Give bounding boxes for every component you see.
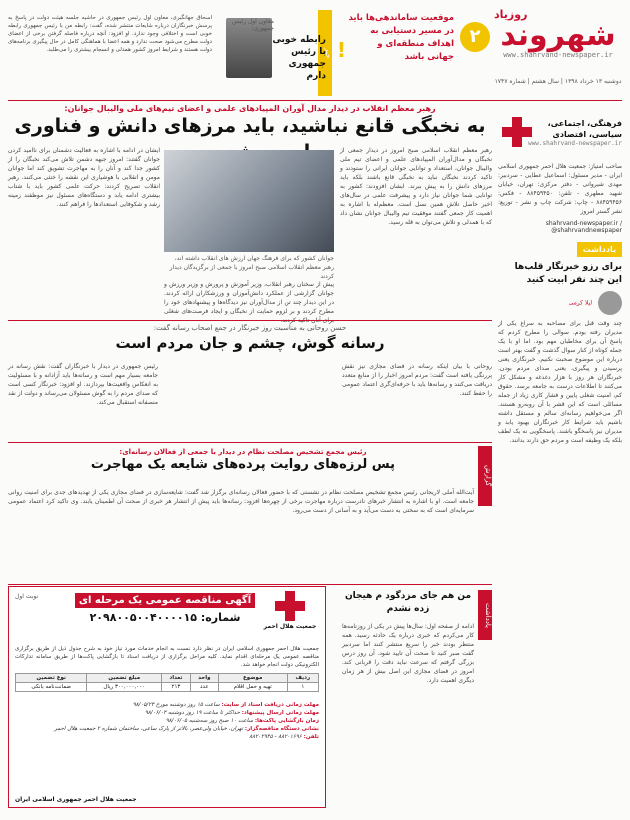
ad-item-value: تهران، خیابان ولی‌عصر، بالاتر از پارک ساعی، ساختمان شماره ۲ جمعیت هلال احمر (54, 726, 244, 732)
ad-th: نوع تضمین (16, 674, 87, 683)
ad-item-value: حداکثر تا ساعت ۱۹ روز دوشنبه ۹۸/۰۶/۰۴ (144, 710, 240, 716)
header-teaser[interactable]: موقعیت ساماندهی‌ها باید در مسیر دستیابی به اهداف منطقه‌ای و جهانی باشد (348, 13, 454, 62)
rumor-kicker: رئیس مجمع تشخیص مصلحت نظام در دیدار با جمعی از فعالان رسانه‌ای: (119, 448, 367, 456)
list-item (15, 733, 319, 741)
lead-photo-caption: جوانان کشور که برای فرهنگ جهان ارزش های انقلاب داشته اند، رهبر معظم انقلاب اسلامی صبح امروز با جمعی از برگزیدگان دیدار کردند (169, 255, 334, 280)
rumor-body: آیت‌الله آملی لاریجانی رئیس مجمع تشخیص مصلحت نظام در نشستی که با حضور فعالان رسانه‌ای برگزار شد گفت: شایعه‌سازی در فضای مجازی یکی از تهدیدهای جدی برای امنیت روانی جامعه است. او با اشاره به انتشار خبرهای نادرست درباره مهاجرت برخی از چهره‌ها افزود: رسانه‌ها باید پیش از انتشار هر خبری از صحت آن اطمینان یابند. وی تاکید کرد اعتماد عمومی سرمایه‌ای است که به سختی به دست می‌آید و به آسانی از دست می‌رود. (8, 489, 474, 514)
ad-logo-text: جمعیت هلال احمر (263, 623, 317, 630)
ad-th: مبلغ تضمین (87, 674, 162, 683)
ad-item-label: مهلت زمانی ارسال پیشنهاد: (241, 710, 319, 716)
ad-th: موضوع (218, 674, 287, 683)
list-item (15, 725, 319, 733)
section-rule-1 (8, 320, 492, 321)
ad-td: تهیه و حمل اقلام (218, 683, 287, 692)
table-row (16, 683, 319, 692)
ad-round-label: نوبت اول (15, 593, 39, 600)
right-sidebar (498, 104, 622, 812)
ad-th: واحد (190, 674, 218, 683)
red-crescent-ad-icon (275, 591, 305, 621)
exclamation-icon: ! (336, 38, 346, 62)
ad-item-value: ۸۸۲۰۱۶۹۶ - ۸۸۲۰۲۹۴۵ (249, 734, 302, 740)
rumor-section (8, 448, 478, 474)
lead-column-b: ایشان در ادامه با اشاره به فعالیت دشمنان برای ناامید کردن جوانان گفتند: امروز جبهه دشمن تلاش می‌کند نخبگان را از کشور جدا کند و آنان را به مهاجرت تشویق کند اما جوانان مومن و انقلابی با هوشیاری این نقشه را خنثی می‌کنند. رهبر انقلاب تصریح کردند: حرکت علمی کشور باید با شتاب بیشتری ادامه یابد و دستگاه‌های مسئول نیز موظفند زمینه رشد و شکوفایی استعدادها را فراهم کنند. (8, 147, 160, 208)
page-header (8, 8, 622, 100)
rouhani-headline[interactable]: رسانه گوش، چشم و جان مردم است (115, 334, 385, 352)
masthead-title: شهروند (500, 18, 616, 53)
ad-footer: جمعیت هلال احمر جمهوری اسلامی ایران (15, 796, 137, 803)
ad-th: تعداد (162, 674, 191, 683)
header-rule (8, 100, 622, 101)
ad-td: ضمانت‌نامه بانکی (16, 683, 87, 692)
list-item (15, 709, 319, 717)
logo-site[interactable]: www.shahrvand-newspaper.ir (528, 139, 622, 147)
vp-news-box[interactable] (222, 10, 332, 96)
column-author-name: لیلا کرمی (568, 299, 593, 307)
rouhani-column-left: رئیس جمهوری در دیدار با خبرنگاران گفت: نقش رسانه در جامعه بسیار مهم است و رسانه‌ها باید آزادانه و با مسئولیت به انعکاس واقعیت‌ها بپردازند. او افزود: خبرنگار کسی است که صدای مردم را به گوش مسئولان می‌رساند و دولت از نقد منصفانه استقبال می‌کند. (8, 363, 158, 406)
imprint-info: صاحب امتیاز: جمعیت هلال احمر جمهوری اسلامی ایران - مدیر مسئول: اسماعیل عطایی - سردبیر: مهدی شیروانی - دفتر مرکزی: تهران، خیابان شهید مطهری - تلفن: ۸۸۴۵۹۴۵۰ - فکس: ۸۸۴۵۹۴۵۶ - چاپ: شرکت چاپ و نشر - توزیع: نشر گستر امروز (498, 163, 622, 215)
masthead-site[interactable]: www.shahrvand-newspaper.ir (503, 51, 613, 59)
vp-tag: معاون اول رئیس جمهوری: (231, 18, 274, 32)
section-rule-2 (8, 442, 492, 443)
rumor-headline[interactable]: پس لرزه‌های روایت پرده‌های شایعه یک مهاجرت (90, 457, 396, 472)
side-note-tag: یادداشت (478, 590, 492, 640)
list-item (15, 701, 319, 709)
side-note (342, 590, 492, 806)
ad-item-value: ساعت ۱۰ صبح روز سه‌شنبه ۹۸/۰۶/۰۵ (165, 718, 254, 724)
ad-item-label: مهلت زمانی دریافت اسناد از سایت: (221, 702, 319, 708)
section-rule-3 (8, 584, 492, 585)
tender-ad[interactable] (8, 586, 326, 808)
ad-number: شماره: ۲۰۹۸۰۰۵۰۰۴۰۰۰۰۱۵ (89, 611, 241, 624)
masthead-top-label: روزیاد (494, 8, 528, 21)
red-crescent-cross-icon (502, 117, 522, 147)
lead-photo (164, 150, 334, 252)
ad-table (15, 673, 319, 692)
column-title[interactable]: برای رزو خبرنگار قلب‌ها این چند نفر ابیت کنید (514, 262, 622, 285)
ad-item-label: زمان بازگشایی پاکت‌ها: (254, 718, 319, 724)
rouhani-column-right: روحانی با بیان اینکه رسانه در فضای مجازی نیز نقش پررنگی یافته است گفت: مردم امروز اخبار را از منابع متعدد دریافت می‌کنند و رسانه‌ها باید با حرفه‌ای‌گری اعتماد عمومی را حفظ کنند. (342, 363, 492, 397)
vp-band-label: خبر (318, 10, 332, 96)
ad-details (15, 701, 319, 741)
report-tag: گزارش (478, 446, 492, 506)
author-avatar (598, 291, 622, 315)
column-body: چند وقت قبل برای مصاحبه به سراغ یکی از مدیران رفته بودم. سوالی را مطرح کردم که پاسخ آن برای مخاطبان مهم بود. اما او با یک جمله کوتاه از کنار سوال گذشت و گفت بهتر است درباره این موضوع صحبت نکنیم. خبرنگاری یعنی پرسیدن و پیگیری، یعنی صدای مردم بودن. خبرنگاران هر روز با هزار دغدغه و مشکل کار می‌کنند تا اطلاعات درست به جامعه برسد. حقوق کم، امنیت شغلی پایین و فشار کاری زیاد از جمله مسائلی است که این قشر با آن روبه‌رو هستند. اگر می‌خواهیم رسانه‌ای سالم و مستقل داشته باشیم باید شرایط کار خبرنگاران بهبود یابد و مدیران نیز پاسخگو باشند. پاسخگویی نه یک لطف بلکه یک وظیفه است و مردم حق دارند بدانند. (497, 320, 622, 444)
side-note-title[interactable]: من هم جای مزدگود م هیجان زده نشدم (344, 591, 472, 614)
lead-column-c: پیش از سخنان رهبر انقلاب، وزیر آموزش و پرورش و وزیر ورزش و جوانان گزارشی از عملکرد دانش‌آموزان و ورزشکاران ارائه کردند. در این دیدار چند تن از مدال‌آوران نیز دیدگاه‌ها و پیشنهادهای خود را مطرح کردند و بر لزوم حمایت از نخبگان و ایجاد فرصت‌های شغلی (164, 281, 334, 315)
masthead[interactable] (494, 8, 622, 78)
list-item (15, 717, 319, 725)
ad-th: ردیف (287, 674, 318, 683)
ad-table-header (16, 674, 319, 683)
paper-logo (498, 104, 622, 160)
ad-td: ۲۱۳ (162, 683, 191, 692)
rouhani-kicker: حسن روحانی به مناسبت روز خبرنگار در جمع اصحاب رسانه گفت: (153, 324, 347, 332)
ad-item-value: ساعت ۱۵ روز دوشنبه مورخ ۹۸/۰۵/۲۳ (132, 702, 220, 708)
side-note-body: ادامه از صفحه اول: سال‌ها پیش در یکی از روزنامه‌ها کار می‌کردم که خبری درباره یک حادثه رسید. همه منتظر بودند خبر را سریع منتشر کنند اما سردبیر گفت صبر کنید تا صحت آن تایید شود. آن روز درس بزرگی گرفتم که سرعت نباید دقت را قربانی کند. امروز در فضای مجازی این اصل بیش از هر زمان دیگری اهمیت دارد. (342, 623, 474, 684)
ad-td: ۳۰۰,۰۰۰,۰۰۰ ریال (87, 683, 162, 692)
issue-date: دوشنبه ۱۳ خرداد ۱۳۹۸ | سال هشتم | شماره ۱۷۴۷ (494, 78, 622, 85)
ad-item-label: نشانی دستگاه مناقصه‌گزار: (244, 726, 319, 732)
ad-logo (261, 591, 319, 641)
header-excerpt: اسحاق جهانگیری، معاون اول رئیس جمهوری در حاشیه جلسه هیئت دولت در پاسخ به پرسش خبرنگاران درباره شایعات منتشر شده، گفت: رابطه من با رئیس جمهوری رابطه خوبی است و اختلافی وجود ندارد. او افزود: آنچه درباره فاصله گرفتن برخی از اعضای دولت مطرح می‌شود صحت ندارد و همه اعضا با هماهنگی کامل در حال پیگیری برنامه‌های دولت هستند و شرایط امروز کشور همدلی و انسجام بیشتری را می‌طلبد. (8, 15, 212, 53)
column-author (498, 291, 622, 315)
ad-td: ۱ (287, 683, 318, 692)
ad-title: آگهی مناقصه عمومی یک مرحله ای (75, 593, 255, 608)
vp-title: رابطه خوبی با رئیس جمهوری دارم (272, 35, 326, 81)
social-handles[interactable]: shahrvand-newspaper.ir / @shahrvandnewspaper (545, 220, 622, 234)
ad-item-label: تلفن: (303, 734, 319, 740)
lead-headline[interactable]: به نخبگی قانع نباشید، باید مرزهای دانش و فناوری (14, 115, 486, 137)
ad-intro: جمعیت هلال احمر جمهوری اسلامی ایران در نظر دارد نسبت به انجام خدمات مورد نیاز خود به شرح جدول ذیل از طریق برگزاری مناقصه عمومی یک مرحله‌ای اقدام نماید. کلیه مراحل برگزاری از دریافت اسناد تا بازگشایی پاکت‌ها از طریق سامانه تدارکات الکترونیکی دولت انجام خواهد شد. (15, 646, 319, 668)
lead-column-a: رهبر معظم انقلاب اسلامی صبح امروز در دیدار جمعی از نخبگان و مدال‌آوران المپیادهای علمی و اعضای تیم ملی والیبال جوانان، استعداد و توانایی جوانان ایرانی را ستودند و تاکید کردند نخبگان نباید به نخبگی قانع باشند بلکه باید مرزهای دانش را به پیش ببرند. ایشان افزودند: کشور به توانایی شما جوانان نیاز دارد و پیشرفت علمی در سال‌های اخیر حاصل تلاش همین نسل است. معظم‌له با اشاره به اهمیت کار جمعی گفتند موفقیت تیم والیبال جوانان نشان داد که با همدلی و تلاش می‌توان به قله رسید. (340, 147, 492, 226)
ad-td: عدد (190, 683, 218, 692)
page-number-badge: ۲ (460, 22, 490, 52)
column-caption: یادداشت (577, 242, 622, 257)
logo-title: فرهنگی، اجتماعی، سیاسی، اقتصادی (547, 118, 622, 139)
rouhani-section (8, 324, 492, 354)
lead-kicker: رهبر معظم انقلاب در دیدار مدال آوران المپیادهای علمی و اعضای تیم‌های ملی والیبال جوانان: (64, 104, 436, 113)
